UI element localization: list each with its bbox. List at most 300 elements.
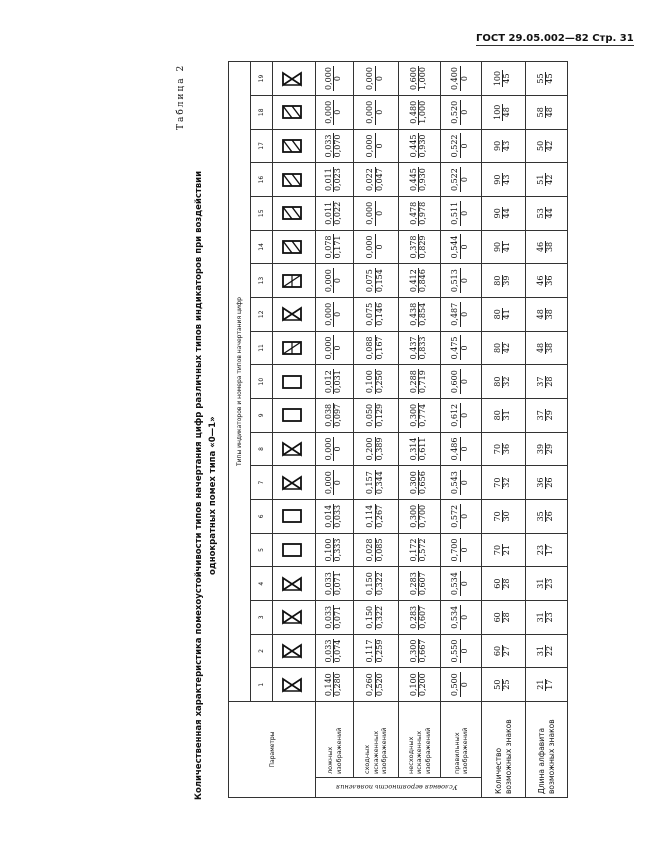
value-cell [354, 331, 399, 365]
fraction-denominator: 0,031 [333, 370, 343, 394]
fraction [325, 201, 343, 226]
value-cell [354, 95, 399, 129]
value-cell [526, 499, 568, 533]
fraction-numerator: 100 [492, 70, 502, 87]
fraction [537, 140, 555, 152]
fraction-denominator: 28 [502, 612, 512, 623]
fraction-denominator: 0,047 [374, 168, 384, 192]
fraction-denominator: 0 [374, 210, 384, 216]
fraction-numerator: 0,033 [323, 134, 333, 158]
value-cell [526, 264, 568, 298]
header-row-glyphs [273, 62, 316, 798]
fraction [366, 302, 384, 327]
fraction [494, 645, 512, 657]
fraction-denominator: 0,250 [374, 370, 384, 394]
value-cell [441, 230, 482, 264]
fraction-denominator: 0,611 [418, 437, 428, 461]
fraction [325, 504, 343, 529]
segment-digit-icon [281, 475, 303, 491]
fraction [451, 470, 469, 495]
fraction-numerator: 0,486 [450, 437, 460, 461]
fraction [410, 133, 428, 158]
digit-glyph-cell [273, 163, 316, 197]
fraction [366, 470, 384, 495]
fraction-numerator: 0,534 [450, 572, 460, 596]
fraction [494, 409, 512, 421]
value-cell [526, 567, 568, 601]
fraction [325, 672, 343, 697]
fraction-numerator: 31 [535, 612, 545, 623]
fraction-numerator: 37 [535, 376, 545, 387]
fraction-denominator: 42 [502, 342, 512, 354]
digit-glyph-cell [273, 297, 316, 331]
fraction-numerator: 0,487 [450, 302, 460, 326]
fraction [451, 100, 469, 125]
value-cell [399, 668, 441, 702]
segment-digit-icon [281, 542, 303, 558]
value-cell [399, 129, 441, 163]
value-cell [526, 533, 568, 567]
fraction-numerator: 0,140 [323, 673, 333, 697]
digit-glyph-cell [273, 95, 316, 129]
value-cell [354, 466, 399, 500]
fraction-denominator: 0 [333, 446, 343, 452]
fraction [537, 207, 555, 219]
fraction-denominator: 0 [333, 75, 343, 82]
table-row [399, 62, 441, 798]
fraction-numerator: 0,283 [408, 605, 418, 629]
fraction-numerator: 51 [535, 174, 545, 185]
fraction-denominator: 0,846 [418, 269, 428, 293]
fraction-denominator: 25 [502, 679, 512, 690]
fraction-denominator: 22 [545, 645, 555, 657]
type-number: 7 [251, 466, 273, 500]
fraction-denominator: 29 [545, 443, 555, 455]
value-cell [399, 634, 441, 668]
fraction [325, 538, 343, 563]
fraction-denominator: 17 [545, 679, 555, 690]
fraction-numerator: 0,200 [365, 437, 375, 461]
fraction [410, 571, 428, 596]
digit-glyph-cell [273, 668, 316, 702]
fraction-denominator: 0,023 [333, 168, 343, 192]
fraction [537, 106, 555, 118]
value-cell [399, 62, 441, 96]
value-cell [526, 196, 568, 230]
value-cell [441, 331, 482, 365]
fraction [366, 201, 384, 226]
fraction-numerator: 0,544 [450, 235, 460, 259]
fraction-numerator: 70 [492, 443, 502, 455]
fraction [537, 241, 555, 253]
value-cell [482, 634, 526, 668]
fraction-numerator: 48 [535, 309, 545, 320]
fraction-denominator: 42 [545, 174, 555, 185]
type-number: 12 [251, 297, 273, 331]
value-cell [354, 600, 399, 634]
value-cell [354, 567, 399, 601]
fraction-numerator: 80 [492, 410, 502, 421]
fraction [494, 241, 512, 253]
fraction [451, 538, 469, 563]
value-cell [316, 432, 354, 466]
segment-digit-icon [281, 609, 303, 625]
fraction [325, 639, 343, 664]
fraction-numerator: 39 [535, 443, 545, 455]
fraction-numerator: 0,075 [365, 302, 375, 326]
value-cell [316, 499, 354, 533]
fraction [410, 201, 428, 226]
fraction [494, 342, 512, 354]
type-number: 10 [251, 365, 273, 399]
value-cell [399, 432, 441, 466]
fraction [537, 443, 555, 455]
fraction-numerator: 0,288 [408, 370, 418, 394]
fraction-denominator: 0 [374, 244, 384, 250]
fraction-numerator: 0,038 [323, 403, 333, 427]
value-cell [316, 230, 354, 264]
fraction [451, 133, 469, 158]
value-cell [316, 297, 354, 331]
fraction [410, 167, 428, 192]
fraction-numerator: 0,000 [365, 201, 375, 225]
fraction-denominator: 0,097 [333, 403, 343, 427]
fraction [325, 571, 343, 596]
fraction [537, 645, 555, 657]
fraction-denominator: 0 [374, 109, 384, 115]
fraction [366, 437, 384, 462]
value-cell [482, 95, 526, 129]
fraction-denominator: 0 [333, 109, 343, 115]
fraction-numerator: 37 [535, 410, 545, 421]
fraction [410, 605, 428, 630]
type-number: 15 [251, 196, 273, 230]
digit-glyph-cell [273, 129, 316, 163]
value-cell [482, 365, 526, 399]
fraction [537, 510, 555, 522]
fraction-numerator: 58 [535, 107, 545, 118]
type-number: 19 [251, 62, 273, 96]
fraction [366, 504, 384, 529]
fraction [325, 66, 343, 91]
fraction-numerator: 80 [492, 309, 502, 320]
fraction-numerator: 0,000 [323, 302, 333, 326]
value-cell [441, 163, 482, 197]
value-cell [482, 668, 526, 702]
fraction-denominator: 29 [545, 410, 555, 421]
fraction [410, 302, 428, 327]
noise-immunity-table [228, 61, 568, 798]
type-number: 3 [251, 600, 273, 634]
fraction [366, 639, 384, 664]
fraction-numerator: 0,400 [450, 67, 460, 90]
fraction-numerator: 0,550 [450, 639, 460, 663]
value-cell [316, 398, 354, 432]
fraction-denominator: 0 [459, 210, 469, 216]
value-cell [316, 264, 354, 298]
fraction-numerator: 60 [492, 612, 502, 623]
fraction-denominator: 26 [545, 477, 555, 488]
fraction [325, 605, 343, 630]
fraction-denominator: 0 [459, 311, 469, 317]
table-row [441, 62, 482, 798]
value-cell [354, 129, 399, 163]
value-cell [316, 567, 354, 601]
fraction [537, 611, 555, 623]
fraction [537, 174, 555, 186]
fraction [537, 308, 555, 320]
fraction [494, 70, 512, 87]
fraction [325, 470, 343, 495]
type-number: 18 [251, 95, 273, 129]
fraction-denominator: 0,167 [374, 336, 384, 360]
value-cell [441, 62, 482, 96]
fraction-numerator: 100 [492, 104, 502, 120]
fraction [325, 336, 343, 361]
fraction-denominator: 23 [545, 612, 555, 623]
fraction-numerator: 80 [492, 275, 502, 286]
fraction [451, 369, 469, 394]
digit-glyph-cell [273, 196, 316, 230]
type-number: 4 [251, 567, 273, 601]
fraction [451, 201, 469, 226]
table-row [354, 62, 399, 798]
fraction [537, 477, 555, 489]
value-cell [354, 634, 399, 668]
fraction-numerator: 0,500 [450, 673, 460, 697]
segment-digit-icon [281, 239, 303, 255]
fraction-numerator: 0,522 [450, 134, 460, 158]
value-cell [316, 95, 354, 129]
fraction-denominator: 0 [459, 379, 469, 385]
fraction-denominator: 0,171 [333, 235, 343, 259]
segment-digit-icon [281, 138, 303, 154]
fraction-denominator: 0,667 [418, 639, 428, 663]
digit-glyph-cell [273, 567, 316, 601]
fraction-numerator: 48 [535, 342, 545, 354]
header-row-numbers [251, 62, 273, 798]
fraction-numerator: 0,300 [408, 471, 418, 495]
fraction-denominator: 0 [333, 345, 343, 351]
fraction-numerator: 0,150 [365, 605, 375, 629]
value-cell [482, 600, 526, 634]
fraction [537, 544, 555, 556]
value-cell [316, 163, 354, 197]
fraction [366, 167, 384, 192]
fraction-denominator: 0 [459, 648, 469, 654]
fraction-numerator: 46 [535, 241, 545, 253]
value-cell [441, 499, 482, 533]
value-cell [441, 634, 482, 668]
fraction-numerator: 0,522 [450, 168, 460, 192]
fraction-denominator: 0,085 [374, 538, 384, 562]
fraction-numerator: 53 [535, 208, 545, 219]
segment-digit-icon [281, 441, 303, 457]
fraction-denominator: 23 [545, 578, 555, 589]
fraction [410, 538, 428, 563]
params-header [229, 702, 316, 798]
fraction [366, 605, 384, 630]
fraction-numerator: 55 [535, 73, 545, 84]
fraction-denominator: 0,022 [333, 201, 343, 225]
value-cell [399, 331, 441, 365]
fraction-denominator: 0,322 [374, 605, 384, 629]
fraction-numerator: 80 [492, 342, 502, 354]
fraction-denominator: 0,071 [333, 605, 343, 629]
fraction-numerator: 23 [535, 544, 545, 556]
fraction-denominator: 0 [333, 278, 343, 284]
fraction-denominator: 0,154 [374, 269, 384, 293]
fraction-numerator: 0,412 [408, 269, 418, 293]
fraction-denominator: 0 [459, 345, 469, 351]
fraction-denominator: 0 [459, 513, 469, 519]
value-cell [316, 196, 354, 230]
fraction-numerator: 0,000 [323, 437, 333, 461]
value-cell [441, 129, 482, 163]
fraction-denominator: 0,200 [418, 673, 428, 697]
value-cell [399, 499, 441, 533]
value-cell [399, 533, 441, 567]
fraction [451, 302, 469, 327]
fraction [537, 578, 555, 590]
fraction [537, 409, 555, 421]
fraction-denominator: 44 [545, 208, 555, 219]
fraction-denominator: 30 [502, 511, 512, 522]
fraction-numerator: 0,445 [408, 168, 418, 192]
type-number: 16 [251, 163, 273, 197]
fraction [366, 234, 384, 259]
fraction-denominator: 28 [502, 578, 512, 589]
segment-digit-icon [281, 306, 303, 322]
fraction-denominator: 48 [545, 107, 555, 118]
fraction-numerator: 0,088 [365, 336, 375, 360]
fraction-numerator: 36 [535, 477, 545, 488]
fraction [410, 336, 428, 361]
fraction-numerator: 0,028 [365, 538, 375, 562]
fraction [537, 342, 555, 354]
fraction-numerator: 0,543 [450, 471, 460, 495]
value-cell [399, 297, 441, 331]
segment-digit-icon [281, 677, 303, 693]
type-number: 17 [251, 129, 273, 163]
fraction-denominator: 0 [459, 278, 469, 284]
fraction-numerator: 31 [535, 578, 545, 589]
value-cell [441, 297, 482, 331]
fraction-numerator: 0,300 [408, 504, 418, 528]
fraction-denominator: 0 [459, 109, 469, 115]
fraction [494, 308, 512, 320]
digit-glyph-cell [273, 432, 316, 466]
fraction [494, 578, 512, 590]
fraction [451, 234, 469, 259]
value-cell [482, 264, 526, 298]
fraction-denominator: 31 [502, 410, 512, 421]
fraction [451, 504, 469, 529]
fraction-denominator: 44 [502, 208, 512, 219]
value-cell [316, 331, 354, 365]
fraction-denominator: 45 [545, 73, 555, 84]
fraction [366, 571, 384, 596]
fraction [451, 571, 469, 596]
value-cell [399, 95, 441, 129]
fraction-numerator: 0,172 [408, 538, 418, 562]
value-cell [441, 365, 482, 399]
fraction [494, 443, 512, 455]
digit-glyph-cell [273, 264, 316, 298]
fraction-denominator: 0,607 [418, 572, 428, 596]
value-cell [316, 668, 354, 702]
param-label: Длина алфавита возможных знаков [526, 702, 568, 798]
segment-digit-icon [281, 205, 303, 221]
fraction-denominator: 0,656 [418, 471, 428, 495]
fraction-numerator: 0,520 [450, 100, 460, 124]
fraction [325, 268, 343, 293]
value-cell [441, 567, 482, 601]
param-label: несходных искаженных изображений [399, 702, 441, 778]
fraction-denominator: 0 [459, 682, 469, 688]
param-label: ложных изображений [316, 702, 354, 778]
segment-digit-icon [281, 508, 303, 524]
value-cell [482, 398, 526, 432]
segment-digit-icon [281, 407, 303, 423]
value-cell [441, 196, 482, 230]
fraction-numerator: 0,600 [408, 67, 418, 90]
fraction [325, 100, 343, 125]
fraction [325, 403, 343, 428]
fraction-numerator: 0,000 [365, 67, 375, 90]
digit-glyph-cell [273, 331, 316, 365]
fraction-denominator: 27 [502, 645, 512, 657]
segment-digit-icon [281, 576, 303, 592]
fraction-denominator: 43 [502, 140, 512, 152]
fraction-numerator: 0,260 [365, 673, 375, 697]
fraction-denominator: 32 [502, 376, 512, 387]
type-number: 8 [251, 432, 273, 466]
fraction [494, 104, 512, 121]
value-cell [441, 668, 482, 702]
fraction [410, 470, 428, 495]
fraction-numerator: 60 [492, 645, 502, 657]
fraction-numerator: 0,117 [365, 639, 375, 663]
value-cell [399, 196, 441, 230]
fraction-numerator: 0,378 [408, 235, 418, 259]
fraction-denominator: 0 [459, 480, 469, 486]
fraction-numerator: 0,075 [365, 269, 375, 293]
fraction-denominator: 38 [545, 241, 555, 253]
value-cell [354, 398, 399, 432]
value-cell [482, 196, 526, 230]
fraction [325, 167, 343, 192]
fraction-denominator: 36 [545, 275, 555, 286]
fraction-numerator: 0,437 [408, 336, 418, 360]
fraction-denominator: 1,000 [418, 100, 428, 124]
value-cell [482, 297, 526, 331]
fraction [451, 167, 469, 192]
value-cell [526, 432, 568, 466]
fraction-numerator: 0,000 [323, 67, 333, 90]
value-cell [354, 365, 399, 399]
value-cell [399, 567, 441, 601]
value-cell [441, 95, 482, 129]
value-cell [316, 533, 354, 567]
fraction-numerator: 50 [535, 140, 545, 152]
fraction-denominator: 0,389 [374, 437, 384, 461]
segment-digit-icon [281, 374, 303, 390]
fraction [537, 679, 555, 691]
fraction-numerator: 70 [492, 477, 502, 488]
table-row [526, 62, 568, 798]
fraction [451, 403, 469, 428]
